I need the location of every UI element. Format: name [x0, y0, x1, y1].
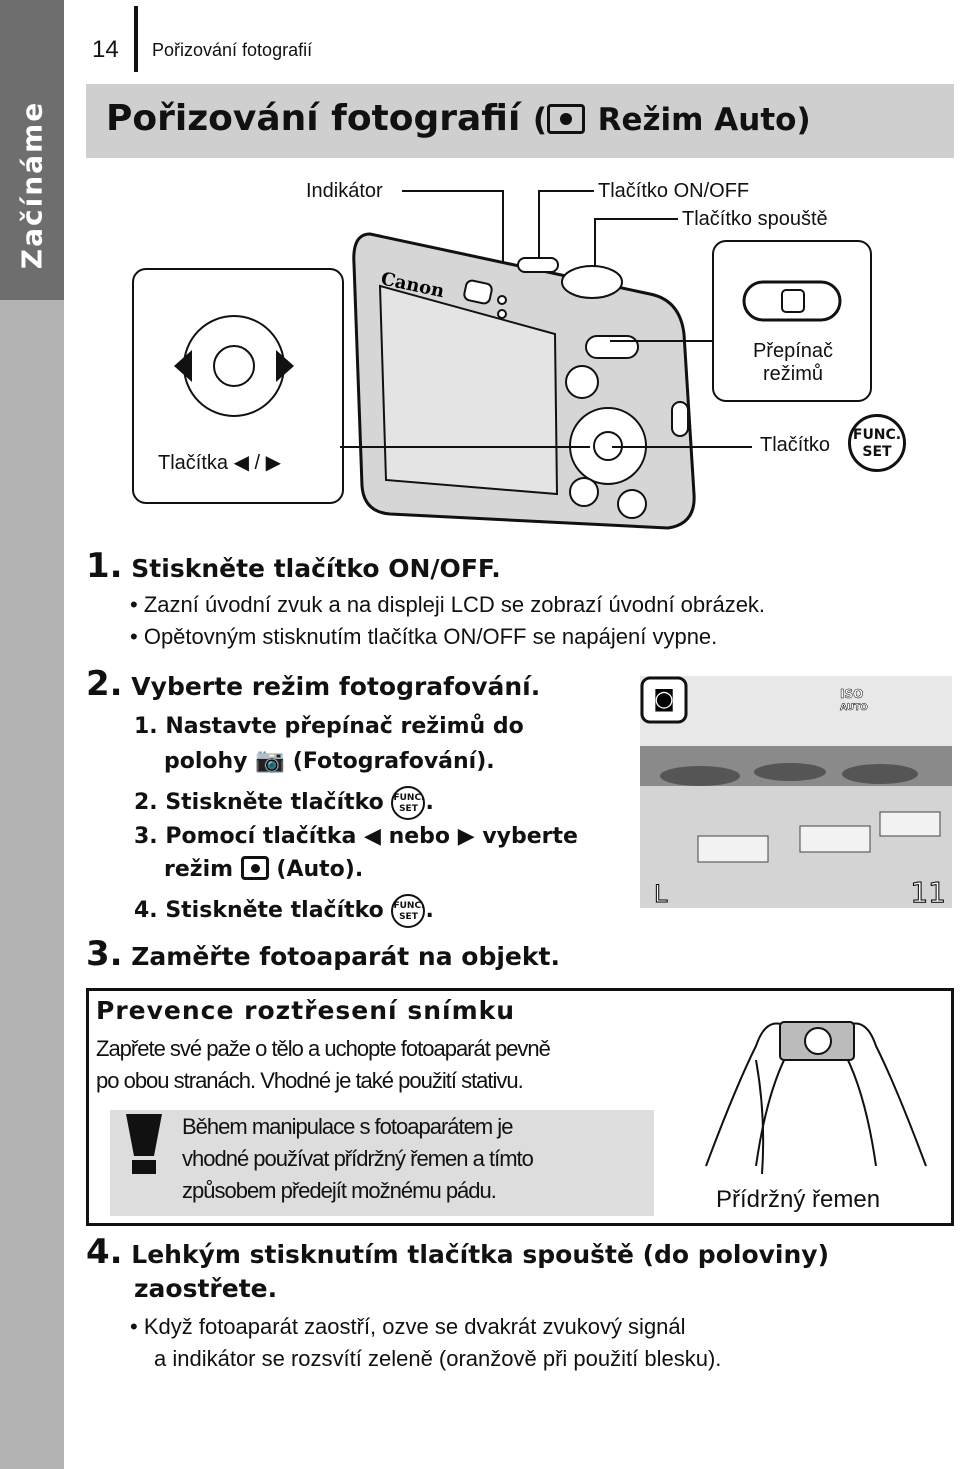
- label-func-button: Tlačítko: [760, 434, 831, 456]
- label-mode-switch-line1: Přepínač: [752, 340, 834, 362]
- title-paren-close: ): [796, 102, 811, 138]
- func-set-icon: FUNC. SET: [391, 786, 425, 820]
- right-arrow-icon: ▶: [457, 824, 475, 849]
- label-on-off: Tlačítko ON/OFF: [598, 180, 750, 202]
- camera-illustration: [350, 224, 710, 534]
- step-1: 1. Stiskněte tlačítko ON/OFF.: [86, 546, 501, 586]
- tip-line: Zapřete své paže o tělo a uchopte fotoaparát pevně: [96, 1036, 550, 1061]
- warning-line: vhodné používat přídržný řemen a tímto: [182, 1146, 533, 1171]
- side-tab-label: Začínáme: [15, 100, 49, 270]
- tip-title: Prevence roztřesení snímku: [96, 996, 516, 1025]
- substep-1-cont: polohy 📷 (Fotografování).: [164, 746, 495, 774]
- camera-mode-icon: 📷: [255, 746, 286, 774]
- running-header: Pořizování fotografií: [152, 40, 313, 60]
- step-3: 3. Zaměřte fotoaparát na objekt.: [86, 934, 560, 974]
- lcd-preview-image: [640, 676, 952, 908]
- label-indicator: Indikátor: [306, 180, 383, 202]
- lcd-image-size: L: [654, 880, 668, 908]
- holding-camera-illustration: [696, 996, 936, 1176]
- leader-line: [402, 190, 504, 192]
- warning-line: Během manipulace s fotoaparátem je: [182, 1114, 513, 1139]
- page-number: 14: [92, 36, 119, 63]
- header-divider: [134, 6, 138, 72]
- step-2: 2. Vyberte režim fotografování.: [86, 664, 541, 704]
- func-set-icon: FUNC. SET: [848, 414, 906, 472]
- label-lr-sep: /: [254, 452, 261, 474]
- svg-text:AUTO: AUTO: [840, 703, 868, 713]
- auto-mode-icon: [547, 104, 585, 134]
- leader-line: [538, 190, 594, 192]
- step1-bullet: • Zazní úvodní zvuk a na displeji LCD se zobrazí úvodní obrázek.: [130, 592, 766, 617]
- step4-bullet: • Když fotoaparát zaostří, ozve se dvakrát zvukový signál: [130, 1314, 686, 1339]
- left-arrow-icon: ◀: [364, 824, 381, 849]
- title-paren: (: [532, 102, 548, 138]
- substep-3: 3. Pomocí tlačítka ◀ nebo ▶ vyberte: [134, 824, 578, 849]
- label-mode-switch: [748, 340, 838, 386]
- beach-scene: [640, 676, 952, 908]
- auto-mode-icon: [241, 856, 269, 880]
- page-title-text: Pořizování fotografií: [106, 98, 521, 139]
- leader-line: [594, 218, 678, 220]
- inset-left-right-buttons: [132, 268, 344, 504]
- step1-bullet: • Opětovným stisknutím tlačítka ON/OFF se napájení vypne.: [130, 624, 718, 649]
- title-mode: Režim Auto: [597, 102, 797, 138]
- func-set-icon: FUNC. SET: [391, 894, 425, 928]
- warning-icon: [116, 1114, 172, 1174]
- leader-line: [612, 446, 752, 448]
- substep-3-cont: režim (Auto).: [164, 857, 364, 882]
- svg-text:ISO: ISO: [840, 687, 864, 701]
- label-lr-buttons: [158, 450, 281, 475]
- leader-line: [610, 340, 712, 342]
- label-strap: Přídržný řemen: [716, 1186, 881, 1213]
- step-4: 4. Lehkým stisknutím tlačítka spouště (do poloviny): [86, 1232, 830, 1272]
- step-4-cont: zaostřete.: [134, 1274, 278, 1303]
- side-tab: [0, 0, 64, 1469]
- inset-mode-switch: [712, 240, 872, 402]
- svg-text:◙: ◙: [653, 687, 675, 712]
- label-lr-text: Tlačítka: [158, 452, 229, 474]
- step4-bullet-cont: a indikátor se rozsvítí zeleně (oranžově při použití blesku).: [154, 1346, 722, 1371]
- leader-line: [340, 446, 590, 448]
- label-shutter: Tlačítko spouště: [682, 208, 828, 230]
- label-mode-switch-line2: režimů: [762, 363, 823, 385]
- camera-brand: Canon: [378, 268, 447, 303]
- tip-line: po obou stranách. Vhodné je také použití stativu.: [96, 1068, 523, 1093]
- substep-1: 1. Nastavte přepínač režimů do: [134, 714, 524, 739]
- left-arrow-icon: ◀: [233, 452, 249, 474]
- page-title: [106, 98, 811, 139]
- title-bar: [86, 84, 954, 158]
- substep-2: 2. Stiskněte tlačítko FUNC. SET .: [134, 786, 434, 820]
- substep-4: 4. Stiskněte tlačítko FUNC. SET .: [134, 894, 434, 928]
- warning-line: způsobem předejít možnému pádu.: [182, 1178, 496, 1203]
- lcd-shots-remaining: 11: [910, 876, 946, 908]
- right-arrow-icon: ▶: [265, 452, 282, 474]
